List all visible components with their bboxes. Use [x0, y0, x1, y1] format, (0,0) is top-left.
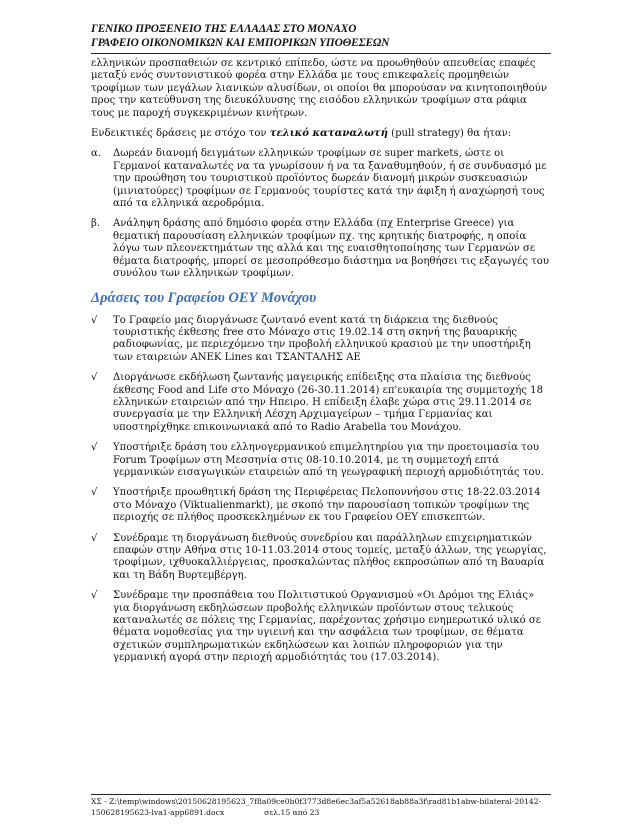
strategy-emphasis: τελικό καταναλωτή — [269, 128, 388, 140]
header-office-title: ΓΡΑΦΕΙΟ ΟΙΚΟΝΟΜΙΚΩΝ ΚΑΙ ΕΜΠΟΡΙΚΩΝ ΥΠΟΘΕΣΕΩΝ — [91, 37, 390, 49]
check-icon: √ — [91, 487, 98, 499]
header-divider — [91, 53, 551, 54]
action-item-a — [91, 148, 551, 210]
bullet-text: Υποστήριξε δράση του ελληνογερμανικού επιμελητηρίου για την προετοιμασία του Forum Τροφίμων στη Μεσσηνία στις 08-10.10.2014, με τη συμμετοχή επτά γερμανικών εισαγωγικών εταιρειών από τη γεωγραφική περιοχή αρμοδιότητάς του. — [113, 442, 544, 478]
bullet-text: Το Γραφείο μας διοργάνωσε ζωντανό event κατά τη διάρκεια της διεθνούς τουριστικής έκθεσης free στο Μόναχο στις 19.02.14 στη σκηνή της βαυαρικής ραδιοφωνίας, με περιεχόμενο την προβολή ελληνικού κρασιού με την υποστήριξη των εταιρειών ΑΝΕΚ Lines και ΤΣΑΝΤΑΛΗΣ ΑΕ — [113, 314, 531, 363]
strategy-text-before: Ενδεικτικές δράσεις με στόχο τον — [91, 128, 270, 140]
check-icon: √ — [91, 314, 98, 326]
header-consulate-title: ΓΕΝΙΚΟ ΠΡΟΞΕΝΕΙΟ ΤΗΣ ΕΛΛΑΔΑΣ ΣΤΟ ΜΟΝΑΧΟ — [91, 23, 357, 35]
action-marker: α. — [91, 148, 102, 160]
document-footer — [91, 797, 561, 818]
bullet-text: Συνέδραμε την προσπάθεια του Πολιτιστικού Οργανισμού «Οι Δρόμοι της Ελιάς» για διοργάνωση εκδηλώσεων προβολής ελληνικών προϊόντων στους τελικούς καταναλωτές σε πόλεις της Γερμανίας, παρέχοντας χρήσιμο ενημερωτικό υλικό σε θέματα νομοθεσίας για την υγιεινή και την ασφάλεια των τροφίμων, σε θέματα σχετικών συμπληρωματικών εκδηλώσεων και λοιπών πληροφοριών για την γερμανική αγορά στην περιοχή αρμοδιότητάς του (17.03.2014). — [113, 590, 541, 664]
footer-divider — [91, 794, 551, 795]
footer-filename: 150628195623-lva1-app6891.docx — [91, 807, 225, 817]
document-body — [91, 58, 551, 665]
check-icon: √ — [91, 372, 98, 384]
check-icon: √ — [91, 532, 98, 544]
page-number: σελ.15 από 23 — [264, 807, 320, 817]
bullet-item — [91, 372, 551, 434]
footer-path: ΧΣ - Z:\temp\windows\20150628195623_7f8a09ce0b0f3773d8e6ec3af5a52618ab88a3f\rad81b1abw-bilateral-20142- — [91, 797, 542, 806]
bullet-item — [91, 487, 551, 524]
action-marker: β. — [91, 218, 101, 230]
action-item-b — [91, 218, 551, 280]
intro-paragraph: ελληνικών προσπαθειών σε κεντρικό επίπεδο, ώστε να προωθηθούν απευθείας επαφές μεταξύ ενός συντονιστικού φορέα στην Ελλάδα με τους επικεφαλείς προμηθειών τροφίμων των μεγάλων λιανικών αλυσίδων, οι οποίοι θα μπορούσαν να κινητοποιηθούν προς την κατεύθυνση της διευκόλυνσης της εισόδου ελληνικών τροφίμων στα ράφια τους με παροχή συγκεκριμένων κινήτρων. — [91, 58, 547, 119]
action-text: Ανάληψη δράσης από δημόσιο φορέα στην Ελλάδα (πχ Enterprise Greece) για θεματική παρουσίαση ελληνικών τροφίμων πχ. της κρητικής διατροφής, η οποία λόγω των πλεονεκτημάτων της αλλά και της ευαισθητοποίησης των Γερμανών σε θέματα διατροφής, μπορεί σε μεσοπρόθεσμο διάστημα να βοηθήσει τις εξαγωγές του συνόλου των ελληνικών τροφίμων. — [113, 218, 549, 280]
bullet-item — [91, 533, 551, 583]
bullet-text: Διοργάνωσε εκδήλωση ζωντανής μαγειρικής επίδειξης στα πλαίσια της διεθνούς έκθεσης Food and Life στο Μόναχο (26-30.11.2014) επ'ευκαιρία της συμμετοχής 18 ελληνικών εταιρειών από την Ηπειρο. Η επίδειξη έλαβε χώρα στις 29.11.2014 σε συνεργασία με την Ελληνική Λέσχη Αρχιμαγείρων – τμήμα Γερμανίας και υποστηρίχθηκε επικοινωνιακά από το Radio Arabella του Μονάχου. — [113, 372, 544, 433]
strategy-text-after: (pull strategy) θα ήταν: — [387, 128, 512, 140]
bullet-item — [91, 442, 551, 479]
bullet-text: Υποστήριξε προωθητική δράση της Περιφέρειας Πελοποννήσου στις 18-22.03.2014 στο Μόναχο (Viktualienmarkt), με σκοπό την παρουσίαση τοπικών τροφίμων της περιοχής σε πλήθος προσκεκλημένων εκ του Γραφείου ΟΕΥ επισκεπτών. — [113, 487, 541, 524]
bullet-item — [91, 590, 551, 664]
check-icon: √ — [91, 442, 98, 454]
document-header — [91, 22, 551, 50]
bullet-item — [91, 315, 551, 365]
section-heading: Δράσεις του Γραφείου ΟΕΥ Μονάχου — [91, 289, 317, 306]
strategy-paragraph — [91, 128, 551, 140]
action-text: Δωρεάν διανομή δειγμάτων ελληνικών τροφίμων σε super markets, ώστε οι Γερμανοί καταναλωτές να τα γνωρίσουν ή να τα ξαναθυμηθούν, ή σε συνδυασμό με την προώθηση του τουριστικού προϊόντος δωρεάν διανομή μικρών συσκευασιών (μινιατούρες) τροφίμων σε Γερμανούς τουρίστες κατά την άφιξη ή αναχώρησή τους από τα ελληνικά αεροδρόμια. — [113, 148, 547, 210]
check-icon: √ — [91, 590, 98, 602]
bullet-text: Συνέδραμε τη διοργάνωση διεθνούς συνεδρίου και παράλληλων επιχειρηματικών επαφών στην Αθήνα στις 10-11.03.2014 στους τομείς, μεταξύ άλλων, της γεωργίας, τροφίμων, ιχθυοκαλλιέργειας, προσκαλώντας πλήθος εκπροσώπων από τη Βαυαρία και τη Βάδη Βυρτεμβέργη. — [113, 532, 547, 581]
footer-file-row — [91, 808, 561, 819]
